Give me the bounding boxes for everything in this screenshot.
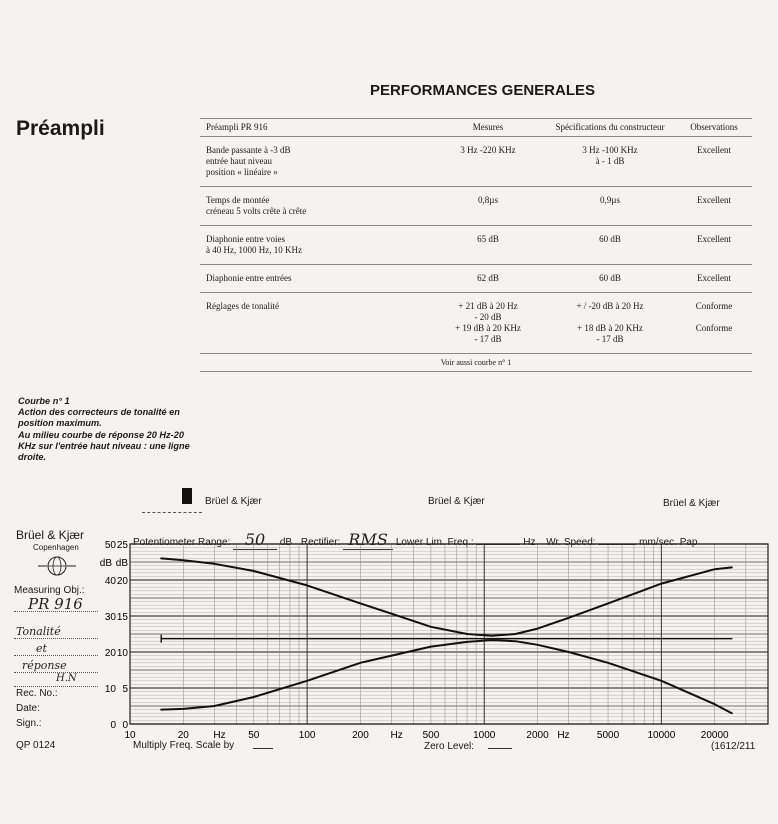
table-cell-mesure: + 21 dB à 20 Hz - 20 dB + 19 dB à 20 KHz - 17 dB [432,293,544,354]
wr-label: Wr. [546,537,562,548]
table-note: Voir aussi courbe n° 1 [200,354,752,372]
rectifier-value: RMS [343,530,393,550]
y-tick-label-inner: 20 [116,576,128,587]
x-tick-label: 50 [248,730,260,741]
table-cell-mesure: 65 dB [432,226,544,265]
table-cell-label: Réglages de tonalité [200,293,432,354]
table-header-cell: Observations [676,119,752,137]
bk-logo-mark [142,488,202,518]
form-ref: (1612/211 [711,741,756,752]
x-tick-label: 10 [124,730,136,741]
date-label: Date: [16,703,40,714]
measuring-obj-label: Measuring Obj.: [14,585,85,596]
x-tick-label: 20000 [700,730,729,741]
table-cell-spec: + / -20 dB à 20 Hz + 18 dB à 20 KHz - 17 dB [544,293,676,354]
page-heading: PERFORMANCES GENERALES [370,82,596,99]
table-cell-mesure: 62 dB [432,265,544,293]
table-row [200,137,752,187]
x-tick-label: 500 [422,730,440,741]
brand-city: Copenhagen [33,543,79,552]
table-cell-spec: 0,9µs [544,187,676,226]
y-tick-label-outer: 50 [104,540,116,551]
lower-lim-label: Lower Lim. Freq.: [395,537,474,548]
series-line-1 [161,558,732,635]
y-tick-label-inner: 10 [116,648,128,659]
caption-line: Action des correcteurs de tonalité en position maximum. [18,407,180,429]
table-note-row [200,354,752,372]
table-header-cell: Préampli PR 916 [200,119,432,137]
y-tick-label-inner: 15 [116,612,128,623]
y-tick-label-outer: 30 [104,612,116,623]
table-cell-obs: Conforme Conforme [676,293,752,354]
x-tick-label: 100 [298,730,316,741]
potentiometer-value: 50 [233,530,277,550]
y-tick-label-inner: 25 [116,540,128,551]
handwritten-note: Tonalité [16,625,61,638]
table-row [200,265,752,293]
x-tick-label: 2000 [526,730,549,741]
brand-label: Brüel & Kjær [205,496,262,507]
frequency-response-chart [100,538,778,744]
caption-line: Courbe n° 1 [18,396,70,406]
x-tick-label: 20 [177,730,189,741]
figure-caption [18,396,200,463]
brand-title: Brüel & Kjær [16,528,85,542]
table-cell-label: Bande passante à -3 dB entrée haut niveau position « linéaire » [200,137,432,187]
table-cell-label: Diaphonie entre voies à 40 Hz, 1000 Hz, 10 KHz [200,226,432,265]
brand-label: Brüel & Kjær [663,498,720,509]
table-cell-spec: 60 dB [544,226,676,265]
table-cell-obs: Excellent [676,187,752,226]
form-code: QP 0124 [16,740,56,751]
pap-label: Pap [679,537,698,548]
y-tick-label-inner: 5 [122,684,128,695]
hz-label: Hz [523,537,536,548]
side-title: Préampli [16,117,105,140]
table-row [200,187,752,226]
db-unit: dB [279,537,293,548]
table-cell-spec: 3 Hz -100 KHz à - 1 dB [544,137,676,187]
x-unit-label: Hz [557,730,570,741]
x-tick-label: 10000 [647,730,676,741]
handwritten-note: et [36,642,47,655]
y-unit-outer: dB [100,558,112,569]
y-tick-label-outer: 0 [110,720,116,731]
x-tick-label: 5000 [596,730,620,741]
sign-label: Sign.: [16,718,42,729]
table-header-cell: Mesures [432,119,544,137]
y-tick-label-inner: 0 [122,720,128,731]
table-cell-obs: Excellent [676,265,752,293]
table-cell-label: Diaphonie entre entrées [200,265,432,293]
rectifier-label: Rectifier: [300,537,341,548]
brand-label: Brüel & Kjær [428,496,485,507]
performance-table [200,118,752,372]
y-tick-label-outer: 10 [104,684,116,695]
multiply-label: Multiply Freq. Scale by [133,740,235,751]
table-row [200,293,752,354]
measuring-obj-value: PR 916 [28,595,83,613]
potentiometer-label: Potentiometer Range: [133,537,231,548]
x-tick-label: 1000 [473,730,496,741]
y-tick-label-outer: 40 [104,576,116,587]
table-header-row [200,119,752,137]
table-cell-spec: 60 dB [544,265,676,293]
table-cell-mesure: 0,8µs [432,187,544,226]
x-unit-label: Hz [213,730,226,741]
rec-no-label: Rec. No.: [16,688,58,699]
handwritten-note: réponse [22,659,67,672]
globe-logo-icon [36,556,78,576]
table-cell-label: Temps de montée créneau 5 volts crête à crête [200,187,432,226]
table-cell-obs: Excellent [676,137,752,187]
speed-unit: mm/sec. [639,537,677,548]
y-unit-inner: dB [115,558,128,569]
table-header-cell: Spécifications du constructeur [544,119,676,137]
x-unit-label: Hz [390,730,403,741]
caption-line: Au milieu courbe de réponse 20 Hz-20 KHz sur l'entrée haut niveau : une ligne droite. [18,429,190,463]
x-tick-label: 200 [352,730,369,741]
speed-label: Speed: [563,537,596,548]
table-cell-obs: Excellent [676,226,752,265]
table-cell-mesure: 3 Hz -220 KHz [432,137,544,187]
table-row [200,226,752,265]
y-tick-label-outer: 20 [104,648,116,659]
handwritten-note: H.N [56,673,77,684]
zero-level-label: Zero Level: [424,741,475,752]
